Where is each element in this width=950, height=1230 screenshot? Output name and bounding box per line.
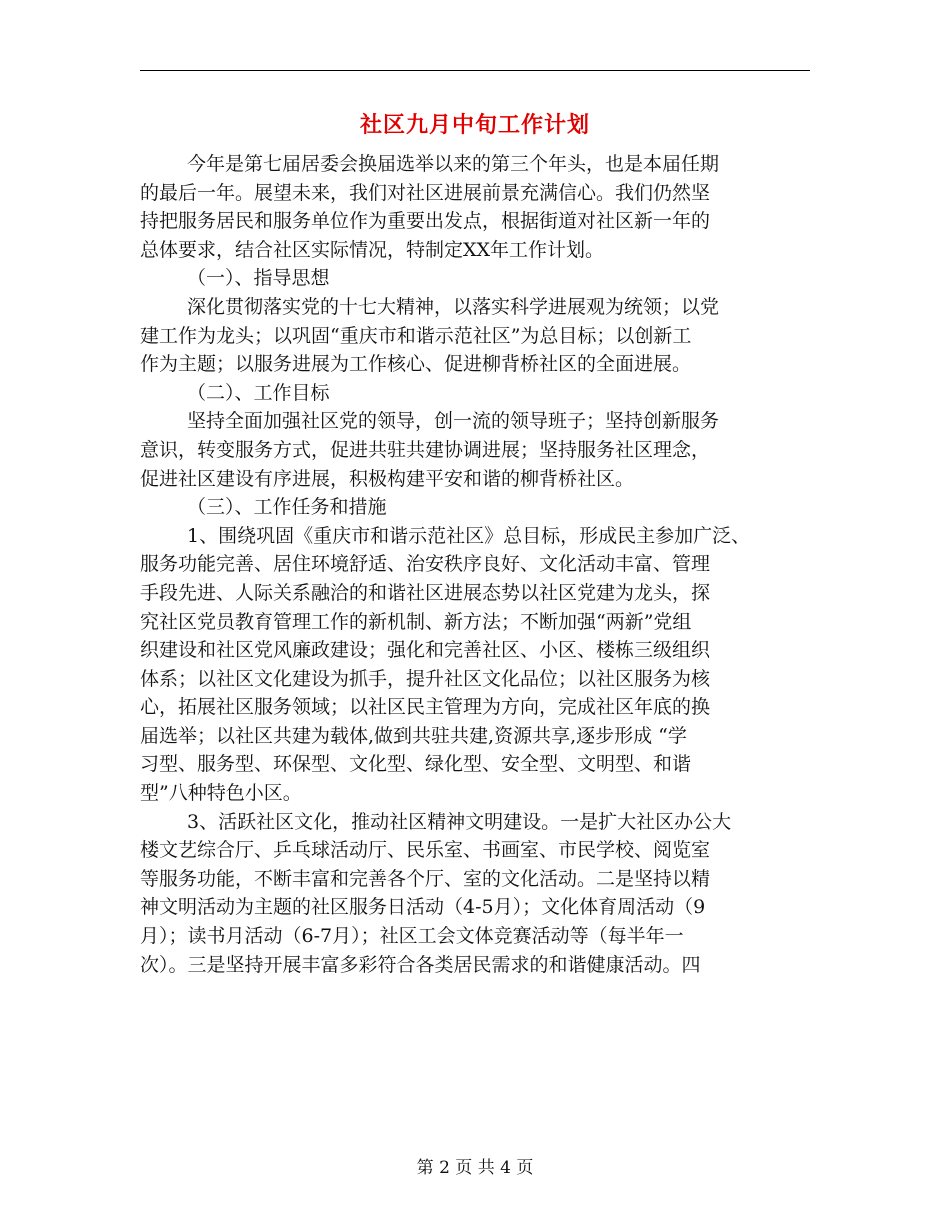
paragraph-line: 促进社区建设有序进展，积极构建平安和谐的柳背桥社区。 — [140, 467, 635, 490]
paragraph-line: 持把服务居民和服务单位作为重要出发点，根据街道对社区新一年的 — [140, 210, 711, 233]
paragraph-line: 3、活跃社区文化，推动社区精神文明建设。一是扩大社区办公大 — [187, 810, 732, 833]
paragraph-line: 织建设和社区党风廉政建设；强化和完善社区、小区、楼栋三级组织 — [140, 639, 711, 662]
paragraph-line: 等服务功能，不断丰富和完善各个厅、室的文化活动。二是坚持以精 — [140, 867, 711, 890]
paragraph-line: 总体要求，结合社区实际情况，特制定XX年工作计划。 — [140, 238, 605, 261]
paragraph-line: 1、围绕巩固《重庆市和谐示范社区》总目标，形成民主参加广泛、 — [187, 524, 751, 547]
paragraph-line: 建工作为龙头；以巩固“重庆市和谐示范社区”为总目标；以创新工 — [140, 324, 692, 347]
page-footer: 第 2 页 共 4 页 — [416, 1158, 534, 1178]
paragraph-line: 届选举；以社区共建为载体,做到共驻共建,资源共享,逐步形成 “学 — [140, 724, 687, 747]
paragraph-line: 次）。三是坚持开展丰富多彩符合各类居民需求的和谐健康活动。四 — [140, 953, 701, 976]
document-body — [140, 150, 830, 979]
paragraph-line: 意识，转变服务方式，促进共驻共建协调进展；坚持服务社区理念， — [140, 438, 711, 461]
section-heading: （二）、工作目标 — [187, 381, 330, 404]
paragraph-line: 坚持全面加强社区党的领导，创一流的领导班子；坚持创新服务 — [187, 410, 720, 433]
paragraph-line: 的最后一年。展望未来，我们对社区进展前景充满信心。我们仍然坚 — [140, 181, 711, 204]
paragraph-line: 深化贯彻落实党的十七大精神，以落实科学进展观为统领；以党 — [187, 295, 720, 318]
paragraph-line: 习型、服务型、环保型、文化型、绿化型、安全型、文明型、和谐 — [140, 753, 692, 776]
paragraph-line: 月）；读书月活动（6-7月）；社区工会文体竞赛活动等（每半年一 — [140, 925, 684, 948]
document-title: 社区九月中旬工作计划 — [359, 112, 590, 138]
paragraph-line: 今年是第七届居委会换届选举以来的第三个年头，也是本届任期 — [187, 153, 720, 175]
section-heading: （一）、指导思想 — [187, 267, 330, 290]
paragraph-line: 神文明活动为主题的社区服务日活动（4-5月）；文化体育周活动（9 — [140, 896, 706, 919]
paragraph-line: 心，拓展社区服务领域；以社区民主管理为方向，完成社区年底的换 — [140, 696, 711, 719]
paragraph-line: 楼文艺综合厅、乒乓球活动厅、民乐室、书画室、市民学校、阅览室 — [140, 839, 711, 862]
section-heading: （三）、工作任务和措施 — [187, 496, 387, 519]
paragraph-line: 服务功能完善、居住环境舒适、治安秩序良好、文化活动丰富、管理 — [140, 553, 711, 576]
paragraph-line: 体系；以社区文化建设为抓手，提升社区文化品位；以社区服务为核 — [140, 667, 711, 690]
paragraph-line: 手段先进、人际关系融洽的和谐社区进展态势以社区党建为龙头，探 — [140, 581, 711, 604]
paragraph-line: 作为主题；以服务进展为工作核心、促进柳背桥社区的全面进展。 — [140, 353, 692, 376]
paragraph-line: 究社区党员教育管理工作的新机制、新方法；不断加强“两新”党组 — [140, 610, 692, 633]
header-rule — [140, 70, 810, 71]
paragraph-line: 型”八种特色小区。 — [140, 782, 302, 805]
